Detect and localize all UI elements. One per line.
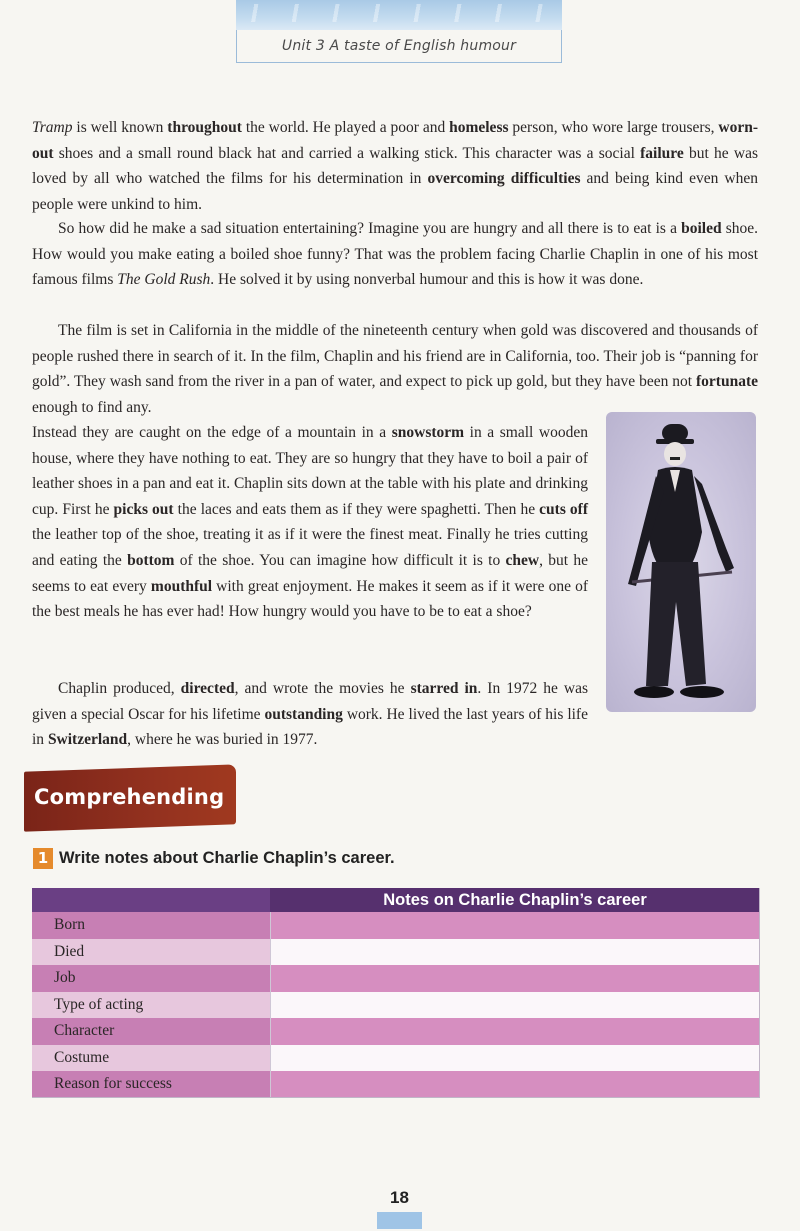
text-span: . He solved it by using nonverbal humour and this is how it was done.: [210, 271, 644, 289]
notes-answer-field[interactable]: [270, 1018, 760, 1045]
vocab-word: snowstorm: [391, 424, 465, 441]
vocab-word: homeless: [449, 119, 509, 136]
text-span: Tramp: [32, 119, 73, 136]
chaplin-photo: [606, 412, 756, 712]
row-label: Costume: [32, 1045, 270, 1072]
vocab-word: chew: [505, 551, 540, 569]
row-label: Reason for success: [32, 1071, 270, 1098]
vocab-word: mouthful: [150, 577, 213, 595]
vocab-word: failure: [640, 144, 684, 162]
text-span: the laces and eats them as if they were spaghetti. Then he: [173, 500, 540, 518]
film-title: The Gold Rush: [117, 271, 211, 289]
paragraph-3: [32, 318, 758, 420]
text-span: shoes and a small round black hat and carried a walking stick. This character was a social: [53, 144, 641, 162]
vocab-word: worn-out: [32, 119, 758, 162]
row-label: Born: [32, 912, 270, 939]
text-span: Instead they are caught on the edge of a mountain in a: [32, 424, 392, 441]
row-label: Character: [32, 1018, 270, 1045]
notes-answer-field[interactable]: [270, 1071, 760, 1098]
vocab-word: throughout: [167, 119, 242, 136]
text-span: , where he was buried in 1977.: [127, 731, 318, 749]
vocab-word: overcoming difficulties: [427, 170, 581, 188]
row-label: Died: [32, 939, 270, 966]
text-span: enough to find any.: [32, 398, 152, 416]
notes-answer-field[interactable]: [270, 1045, 760, 1072]
text-span: work. He lived the last years of his life in: [32, 705, 588, 749]
vocab-word: picks out: [113, 500, 174, 518]
text-span: of the shoe. You can imagine how difficult it is to: [174, 551, 506, 569]
page-number: 18: [390, 1188, 409, 1207]
table-row: [32, 992, 760, 1019]
notes-answer-field[interactable]: [270, 992, 760, 1019]
row-label: Job: [32, 965, 270, 992]
question-text: Write notes about Charlie Chaplin’s career.: [59, 849, 395, 867]
paragraph-5: [32, 676, 588, 753]
table-row: [32, 1018, 760, 1045]
table-row: [32, 1071, 760, 1098]
table-row: [32, 939, 760, 966]
text-span: person, who wore large trousers,: [508, 119, 719, 136]
paragraph-4: [32, 420, 588, 625]
notes-answer-field[interactable]: [270, 939, 760, 966]
text-span: the world. He played a poor and: [241, 119, 450, 136]
text-span: with great enjoyment. He makes it seem as if it were one of the best meals he has ever had! How hungry would you have to be to eat a shoe?: [32, 577, 588, 621]
text-span: the leather top of the shoe, treating it as if it were the finest meat. Finally he tries cutting and eating the: [32, 526, 588, 569]
vocab-word: boiled: [681, 220, 722, 237]
text-span: So how did he make a sad situation entertaining? Imagine you are hungry and all there is to eat is a: [58, 220, 682, 237]
text-span: shoe. How would you make eating a boiled shoe funny? That was the problem facing Charlie Chaplin in one of his most famous films: [32, 220, 758, 289]
notes-answer-field[interactable]: [270, 912, 760, 939]
notes-answer-field[interactable]: [270, 965, 760, 992]
text-span: , and wrote the movies he: [234, 680, 411, 697]
unit-title: Unit 3 A taste of English humour: [236, 30, 562, 63]
section-title: Comprehending: [34, 785, 225, 809]
text-span: Chaplin produced,: [58, 680, 181, 697]
vocab-word: fortunate: [696, 373, 758, 391]
table-body: [32, 912, 760, 1098]
text-span: but he was loved by all who watched the films for his determination in: [32, 144, 758, 188]
header-illustration: [236, 0, 562, 30]
vocab-word: outstanding: [264, 705, 343, 723]
vocab-word: Switzerland: [47, 731, 128, 749]
table-header-title: Notes on Charlie Chaplin’s career: [270, 888, 760, 912]
question-number-badge: 1: [33, 848, 53, 869]
table-header-row: [32, 888, 760, 912]
table-row: [32, 965, 760, 992]
text-span: is well known: [72, 119, 168, 136]
chaplin-figure-icon: [606, 412, 756, 712]
text-span: , but he seems to eat every: [32, 551, 588, 595]
text-span: and being kind even when people were unkind to him.: [32, 170, 758, 213]
table-row: [32, 912, 760, 939]
paragraph-1: [32, 115, 758, 217]
paragraph-2: [32, 216, 758, 293]
vocab-word: directed: [180, 680, 235, 697]
table-row: [32, 1045, 760, 1072]
row-label: Type of acting: [32, 992, 270, 1019]
text-span: in a small wooden house, where they have nothing to eat. They are so hungry that they have to boil a pair of leather shoes in a pan and eat it. Chaplin sits down at the table with his plate and drinking cup. First he: [32, 424, 589, 518]
text-span: . In 1972 he was given a special Oscar for his lifetime: [32, 680, 588, 723]
notes-table: [32, 888, 760, 1098]
vocab-word: bottom: [127, 551, 175, 569]
vocab-word: starred in: [410, 680, 478, 697]
text-span: The film is set in California in the middle of the nineteenth century when gold was discovered and thousands of people rushed there in search of it. In the film, Chaplin and his friend are in California, too. Their job is “panning for gold”. They wash sand from the river in a pan of water, and expect to pick up gold, but they have been not: [32, 322, 758, 391]
vocab-word: cuts off: [539, 500, 588, 518]
table-header-blank: [32, 888, 270, 912]
